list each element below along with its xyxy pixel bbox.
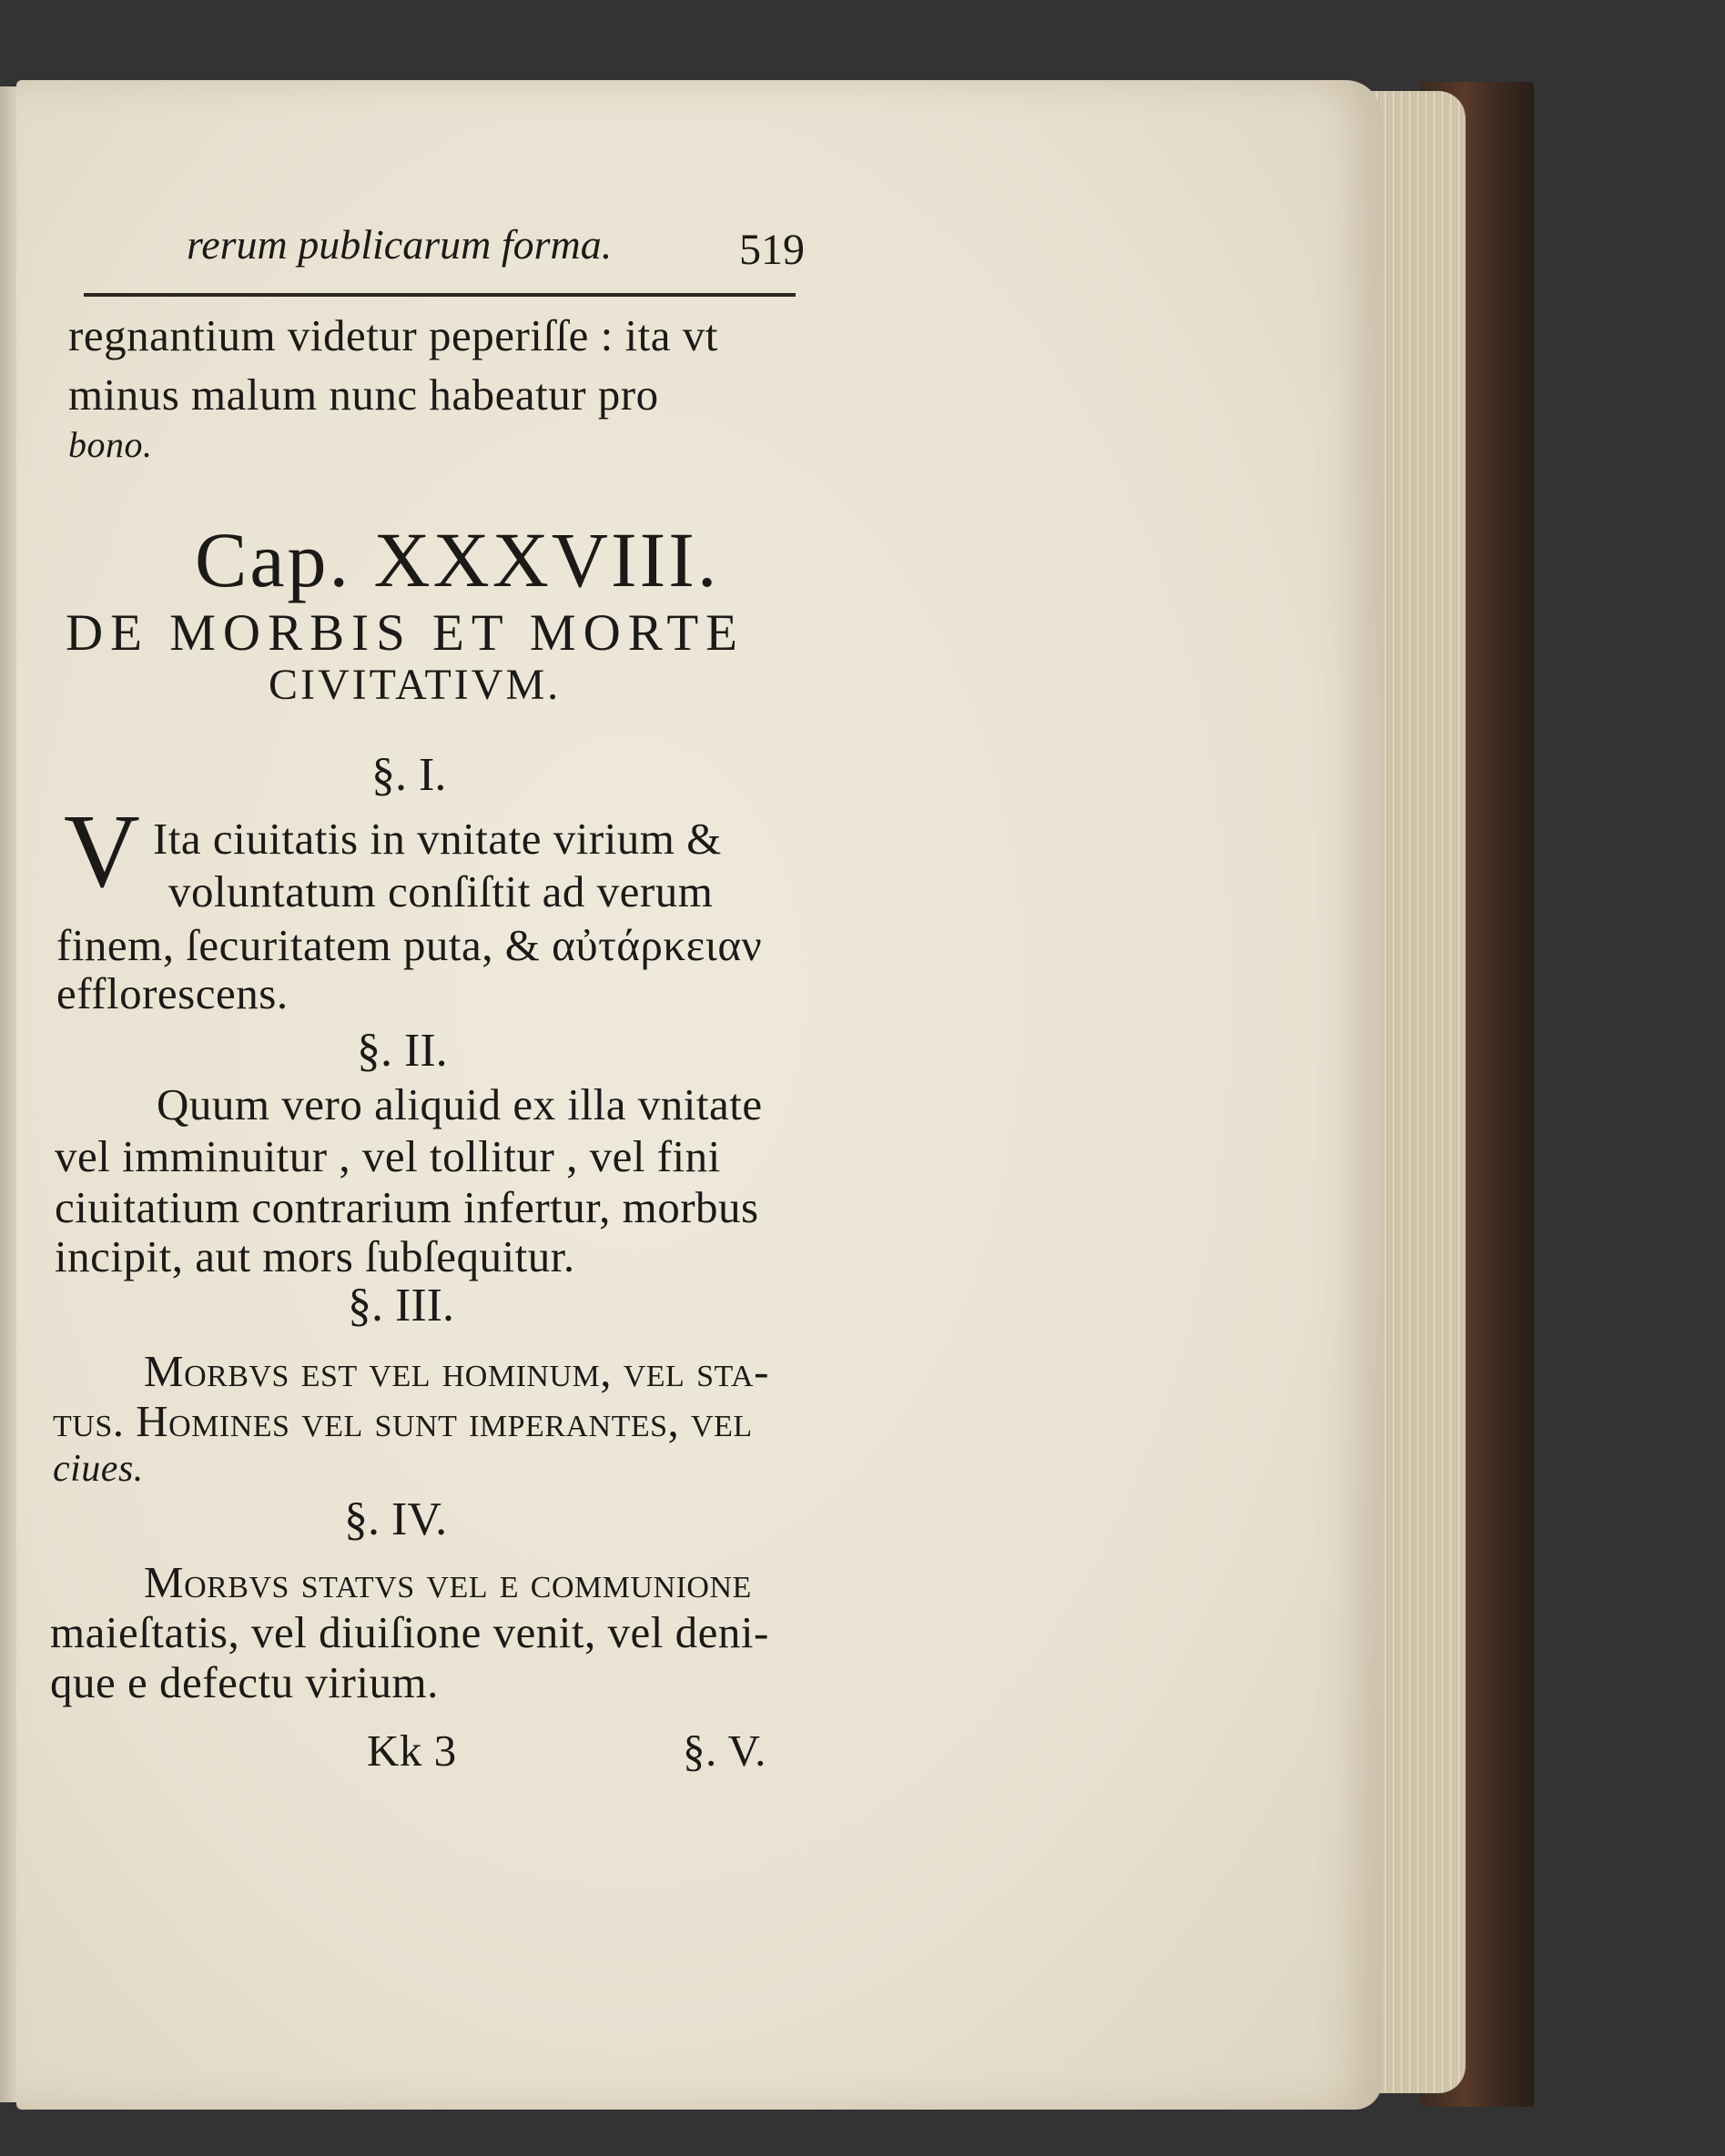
section-mark-2: §. II.: [357, 1025, 448, 1077]
section-3-line-2: tus. Homines vel ſunt imperantes, vel: [53, 1396, 753, 1446]
spine-shadow: [0, 86, 18, 2102]
header-rule: [84, 293, 796, 297]
section-3-line-3: ciues.: [53, 1448, 144, 1490]
section-2-line-3: ciuitatium contrarium infertur, morbus: [55, 1182, 759, 1232]
intro-line-1: regnantium videtur peperiſſe : ita vt: [68, 310, 718, 360]
page-number: 519: [739, 226, 805, 274]
section-mark-1: §. I.: [371, 749, 447, 801]
section-1-line-2: voluntatum conſiſtit ad verum: [168, 866, 714, 916]
intro-line-2: minus malum nunc habeatur pro: [68, 369, 659, 420]
section-4-line-3: que e defectu virium.: [50, 1657, 439, 1707]
catchword: §. V.: [683, 1726, 766, 1776]
running-title: rerum publicarum forma.: [187, 221, 613, 268]
intro-line-3: bono.: [68, 424, 153, 465]
section-mark-4: §. IV.: [344, 1493, 448, 1545]
drop-capital: V: [64, 794, 140, 910]
section-2-line-4: incipit, aut mors ſubſequitur.: [55, 1231, 575, 1281]
section-2-line-2: vel imminuitur , vel tollitur , vel fini: [55, 1131, 721, 1181]
section-1-line-3: finem, ſecuritatem puta, & αὐτάρκειαν: [56, 920, 763, 970]
section-4-line-2: maieſtatis, vel diuiſione venit, vel deni-: [50, 1607, 769, 1657]
chapter-title-line-1: DE MORBIS ET MORTE: [66, 604, 745, 662]
section-3-line-1: Morbvs eſt vel hominum, vel ſta-: [144, 1346, 769, 1396]
chapter-number: Cap. XXXVIII.: [195, 516, 720, 603]
section-mark-3: §. III.: [348, 1280, 454, 1331]
chapter-title-line-2: CIVITATIVM.: [269, 661, 562, 709]
signature-mark: Kk 3: [367, 1726, 457, 1776]
section-2-line-1: Quum vero aliquid ex illa vnitate: [157, 1079, 763, 1129]
section-1-line-4: efflorescens.: [56, 968, 289, 1018]
section-4-line-1: Morbvs statvs vel e communione: [144, 1557, 752, 1607]
section-1-line-1: Ita ciuitatis in vnitate virium &: [153, 814, 722, 864]
